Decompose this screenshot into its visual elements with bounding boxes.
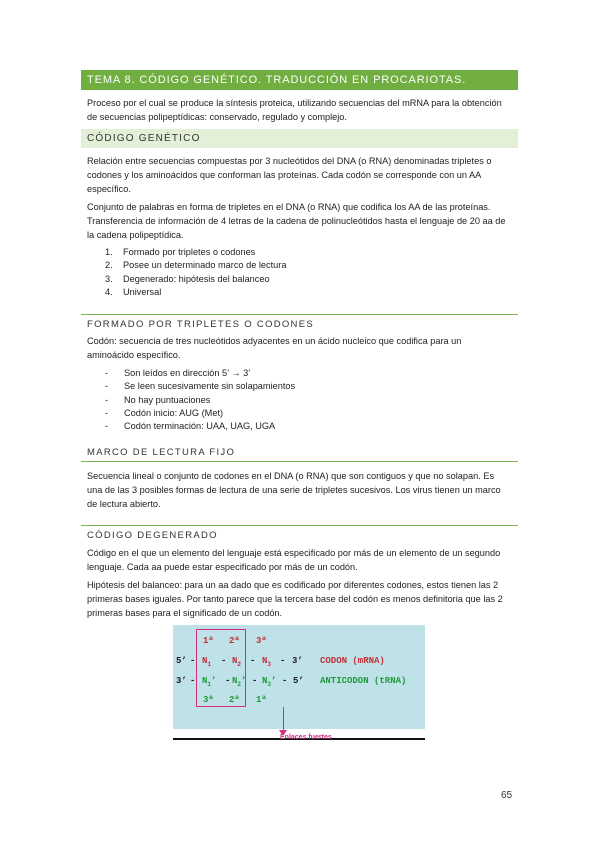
bottom-label-2: 2ª (229, 695, 240, 705)
bottom-label-1: 3ª (203, 695, 214, 705)
anticodon-dash: - (190, 676, 196, 686)
codon-label: CODON (mRNA) (320, 656, 385, 666)
anticodon-3-prime: 3’ (176, 676, 187, 686)
codon-n1: $N_1$ (202, 656, 212, 668)
codon-dash: - (250, 656, 256, 666)
section-heading-tripletes: FORMADO POR TRIPLETES O CODONES (81, 314, 518, 333)
top-label-2: 2ª (229, 636, 240, 646)
section-heading-degenerado: CÓDIGO DEGENERADO (81, 525, 518, 544)
tripletes-paragraph: Codón: secuencia de tres nucleótidos adyacentes en un ácido nucleico que codifica para un aminoácido específico. (87, 336, 462, 361)
list-item: - Codón terminación: UAA, UAG, UGA (105, 421, 276, 432)
codon-n3: $N_3$ (262, 656, 272, 668)
anticodon-n3: $N_3$’ (262, 676, 277, 688)
bottom-label-3: 1ª (256, 695, 267, 705)
codon-dash: - (221, 656, 227, 666)
codigo-properties-list (105, 246, 286, 299)
intro-paragraph: Proceso por el cual se produce la síntesis proteica, utilizando secuencias del mRNA para la obtención de secuencias polipeptídicas: conservado, regulado y complejo. (87, 98, 502, 123)
list-item: - Codón inicio: AUG (Met) (105, 407, 224, 418)
codon-dash: - (280, 656, 286, 666)
anticodon-label: ANTICODON (tRNA) (320, 676, 407, 686)
section-heading-codigo-genetico: CÓDIGO GENÉTICO (81, 129, 518, 148)
codon-3-prime: 3’ (292, 656, 303, 666)
degenerado-paragraph-2: Hipótesis del balanceo: para un aa dado que es codificado por diferentes codones, estos tienen las 2 primeras bases iguales. Por tanto parece que la tercera base del codón es menos definitoria que las 2 primeras bases para el significado de un codón. (87, 580, 503, 619)
anticodon-dash: - (252, 676, 258, 686)
list-item: 4. Universal (105, 286, 162, 297)
codon-n2: $N_2$ (232, 656, 242, 668)
page-number: 65 (501, 790, 513, 801)
list-item: 1. Formado por tripletes o codones (105, 247, 256, 257)
strong-bonds-label: Enlaces fuertes (280, 734, 332, 741)
anticodon-dash: - (282, 676, 288, 686)
top-label-3: 3ª (256, 636, 267, 646)
degenerado-paragraph-1: Código en el que un elemento del lenguaje está especificado por más de un elemento de un segundo lenguaje. Cada aa puede estar especificado por más de un codón. (87, 548, 501, 573)
marco-paragraph: Secuencia lineal o conjunto de codones en el DNA (o RNA) que son contiguos y que no solapan. Es una de las 3 posibles formas de lectura de una serie de tripletes sucesivos. Los virus tienen un marco de lectura abierto. (87, 471, 501, 510)
anticodon-n1: $N_1$’ (202, 676, 217, 688)
list-item: - Se leen sucesivamente sin solapamientos (105, 381, 296, 392)
list-item: 2. Posee un determinado marco de lectura (105, 260, 287, 271)
anticodon-5-prime: 5’ (293, 676, 304, 686)
codon-5-prime: 5’ (176, 656, 187, 666)
section-heading-marco: MARCO DE LECTURA FIJO (81, 447, 518, 462)
anticodon-dash: - (225, 676, 231, 686)
list-item: - No hay puntuaciones (105, 394, 211, 405)
page-title: TEMA 8. CÓDIGO GENÉTICO. TRADUCCIÓN EN PROCARIOTAS. (81, 70, 518, 90)
codigo-paragraph-2: Conjunto de palabras en forma de tripletes en el DNA (o RNA) que codifica los AA de las proteínas. Transferencia de información de 4 letras de la cadena de polinucleótidos hasta el lenguaje de 20 aa de la cadena polipeptídica. (87, 202, 506, 241)
anticodon-n2: $N_2$’ (232, 676, 247, 688)
top-label-1: 1ª (203, 636, 214, 646)
codigo-paragraph-1: Relación entre secuencias compuestas por 3 nucleótidos del DNA (o RNA) denominadas tripletes o codones y los aminoácidos que conforman las proteínas. Cada codón se corresponde con un AA específico. (87, 156, 492, 195)
list-item: - Son leídos en dirección 5’ → 3’ (105, 368, 251, 378)
list-item: 3. Degenerado: hipótesis del balanceo (105, 273, 270, 284)
codon-dash: - (190, 656, 196, 666)
tripletes-list (105, 367, 295, 433)
